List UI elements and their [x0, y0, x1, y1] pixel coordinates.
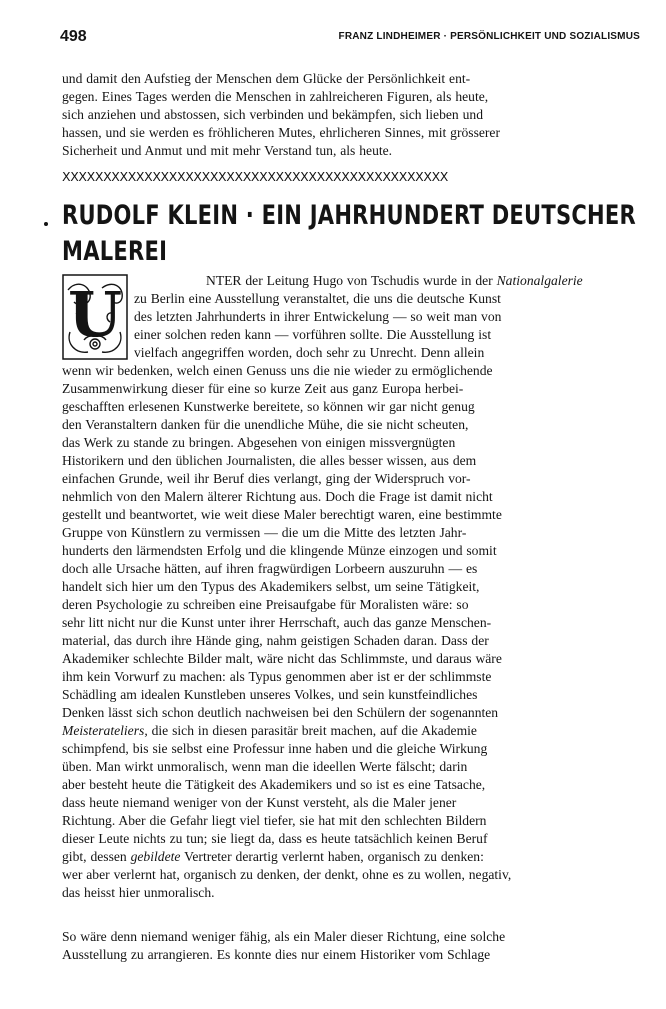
text-line: einfachen Grunde, weil ihr Beruf dies verlangt, ging der Widerspruch vor-	[62, 471, 471, 486]
text-line: nehmlich von den Malern älterer Richtung aus. Doch die Frage ist damit nicht	[62, 489, 493, 504]
text-line: deren Psychologie zu schreiben eine Preisaufgabe für Moralisten wäre: so	[62, 597, 469, 612]
text-line: Meisterateliers, die sich in diesen parasitär breit machen, auf die Akademie	[62, 723, 477, 738]
text-line: üben. Man wirkt unmoralisch, wenn man die ideellen Werte fälscht; darin	[62, 759, 468, 774]
text-line: handelt sich hier um den Typus des Akademikers selbst, um seine Tätigkeit,	[62, 579, 480, 594]
text-line: ihm kein Vorwurf zu machen: als Typus genommen aber ist er der schlimmste	[62, 669, 492, 684]
article-title-line: RUDOLF KLEIN · EIN JAHRHUNDERT DEUTSCHER	[62, 200, 636, 231]
text-line: gestellt und beantwortet, wie weit diese Maler berechtigt waren, eine bestimmte	[62, 507, 502, 522]
article-opening-lines	[62, 272, 640, 362]
text-line: Schädling am idealen Kunstleben unseres Volkes, und sein kunstfeindliches	[62, 687, 478, 702]
text-line: gibt, dessen gebildete Vertreter derartig verlernt haben, organisch zu denken:	[62, 849, 484, 864]
text-line: Sicherheit und Anmut und mit mehr Verstand tun, als heute.	[62, 143, 393, 158]
text-line: einer solchen reden kann — vorführen sollte. Die Ausstellung ist	[134, 327, 492, 342]
article-body	[62, 362, 640, 902]
page-number: 498	[60, 28, 87, 45]
section-divider: XXXXXXXXXXXXXXXXXXXXXXXXXXXXXXXXXXXXXXXXXXXXXXX	[62, 170, 449, 184]
text-line: Richtung. Aber die Gefahr liegt viel tiefer, sie hat mit den schlechten Bildern	[62, 813, 487, 828]
text-line: wenn wir bedenken, welch einen Genuss uns die nie wieder zu ermöglichende	[62, 363, 493, 378]
svg-text:U: U	[67, 278, 123, 351]
intro-paragraph	[62, 70, 640, 160]
text-line: Akademiker schlechte Bilder malt, wäre nicht das Schlimmste, und daraus wäre	[62, 651, 502, 666]
text-line: aber besteht heute die Tätigkeit des Akademikers und so ist es eine Tatsache,	[62, 777, 486, 792]
page-header	[60, 28, 640, 48]
text-line: gegen. Eines Tages werden die Menschen in zahlreicheren Figuren, als heute,	[62, 89, 489, 104]
text-line: wer aber verlernt hat, organisch zu denken, der denkt, ohne es zu wollen, negativ,	[62, 867, 512, 882]
margin-mark	[44, 222, 48, 226]
text-line: schimpfend, bis sie selbst eine Professur inne haben und die gleiche Wirkung	[62, 741, 488, 756]
final-paragraph	[62, 928, 640, 964]
article-title-line: MALEREI	[62, 236, 168, 267]
text-line: Ausstellung zu arrangieren. Es konnte dies nur einem Historiker vom Schlage	[62, 947, 491, 962]
text-line: das heisst hier unmoralisch.	[62, 885, 215, 900]
text-line: dass heute niemand weniger von der Kunst versteht, als die Maler jener	[62, 795, 457, 810]
text-line: So wäre denn niemand weniger fähig, als ein Maler dieser Richtung, eine solche	[62, 929, 506, 944]
text-line: NTER der Leitung Hugo von Tschudis wurde in der Nationalgalerie	[206, 273, 583, 288]
text-line: vielfach angegriffen worden, doch sehr zu Unrecht. Denn allein	[134, 345, 485, 360]
text-line: Denken lässt sich schon deutlich nachweisen bei den Schülern der sogenannten	[62, 705, 499, 720]
text-line: zu Berlin eine Ausstellung veranstaltet, die uns die deutsche Kunst	[134, 291, 501, 306]
text-line: sich anziehen und abstossen, sich verbinden und bekämpfen, sich lieben und	[62, 107, 484, 122]
article-title	[62, 198, 642, 270]
text-line: material, das durch ihre Hände ging, nahm geistigen Schaden daran. Dass der	[62, 633, 489, 648]
text-line: sehr litt nicht nur die Kunst unter ihrer Herrschaft, auch das ganze Menschen-	[62, 615, 492, 630]
text-line: und damit den Aufstieg der Menschen dem Glücke der Persönlichkeit ent-	[62, 71, 471, 86]
text-line: geschafften erlesenen Kunstwerke bereitete, so können wir gar nicht genug	[62, 399, 475, 414]
text-line: hassen, und sie werden es fröhlicheren Mutes, ehrlicheren Sinnes, mit grösserer	[62, 125, 500, 140]
text-line: hunderts den lärmendsten Erfolg und die klingende Münze einzogen und somit	[62, 543, 497, 558]
text-line: doch alle Ursache hätten, auf ihren fragwürdigen Lorbeern auszuruhn — es	[62, 561, 478, 576]
text-line: Gruppe von Künstlern zu vermissen — die um die Mitte des letzten Jahr-	[62, 525, 467, 540]
text-line: den Veranstaltern danken für die unendliche Mühe, die sie nicht scheuten,	[62, 417, 469, 432]
running-head: FRANZ LINDHEIMER · PERSÖNLICHKEIT UND SOZIALISMUS	[338, 31, 640, 42]
text-line: des letzten Jahrhunderts in ihrer Entwickelung — so weit man von	[134, 309, 502, 324]
text-line: Historikern und den üblichen Journalisten, die alles besser wissen, aus dem	[62, 453, 477, 468]
text-line: dieser Leute nichts zu tun; sie liegt da, dass es heute tatsächlich keinen Beruf	[62, 831, 488, 846]
text-line: Zusammenwirkung dieser für eine so kurze Zeit aus ganz Europa herbei-	[62, 381, 464, 396]
text-line: das Werk zu stande zu bringen. Abgesehen von einigen missvergnügten	[62, 435, 456, 450]
